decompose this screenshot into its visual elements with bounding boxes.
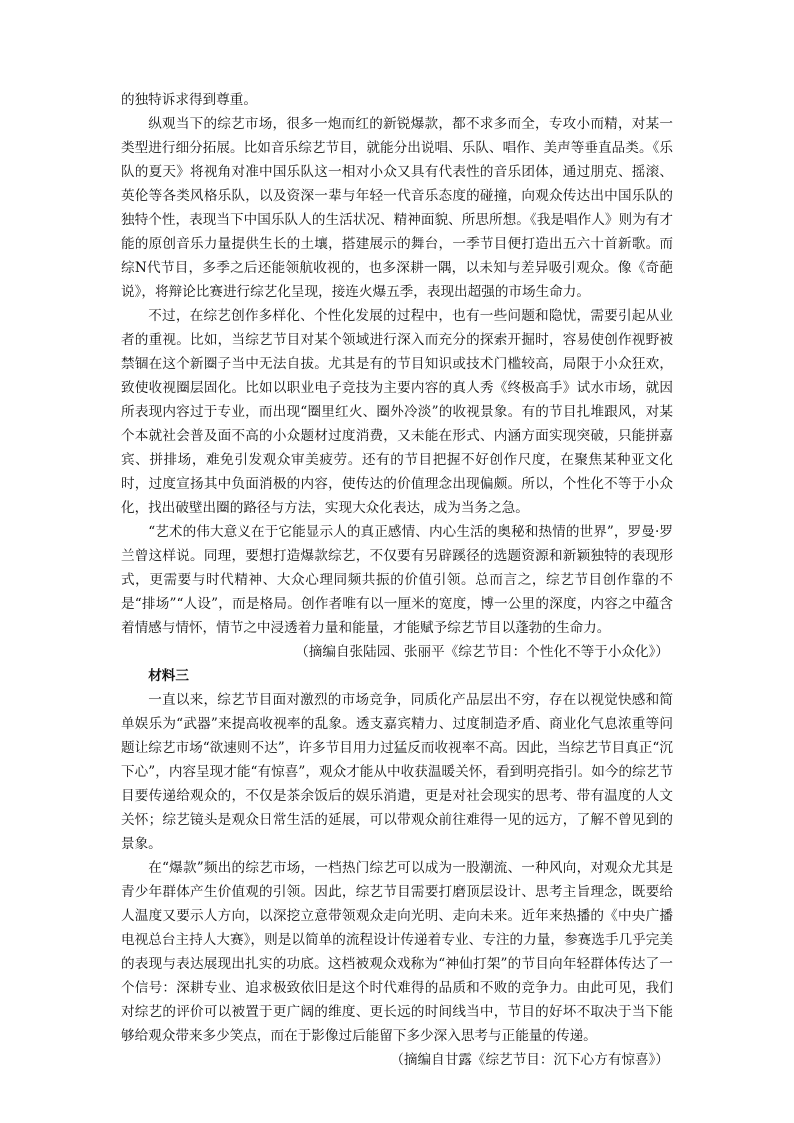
paragraph: 不过，在综艺创作多样化、个性化发展的过程中，也有一些问题和隐忧，需要引起从业者的重视。比如，当综艺节目对某个领域进行深入而充分的探索开掘时，容易使创作视野被禁锢在这个新圈子当中无法自拔。尤其是有的节目知识或技术门槛较高，局限于小众狂欢，致使收视圈层固化。比如以职业电子竞技为主要内容的真人秀《终极高手》试水市场，就因所表现内容过于专业，而出现“圈里红火、圈外冷淡”的收视景象。有的节目扎堆跟风，对某个本就社会普及面不高的小众题材过度消费，又未能在形式、内涵方面实现突破，只能拼嘉宾、拼排场，难免引发观众审美疲劳。还有的节目把握不好创作尺度，在聚焦某种亚文化时，过度宣扬其中负面消极的内容，使传达的价值理念出现偏颇。所以，个性化不等于小众化，找出破壁出圈的路径与方法，实现大众化表达，成为当务之急。 — [121, 308, 673, 516]
document-page — [121, 88, 673, 1072]
section-heading: 材料三 — [148, 668, 189, 684]
paragraph-continuation: 的独特诉求得到尊重。 — [121, 92, 257, 108]
source-citation: （摘编自甘露《综艺节目：沉下心方有惊喜》） — [390, 1052, 669, 1068]
paragraph: 纵观当下的综艺市场，很多一炮而红的新锐爆款，都不求多而全，专攻小而精，对某一类型进行细分拓展。比如音乐综艺节目，就能分出说唱、乐队、唱作、美声等垂直品类。《乐队的夏天》将视角对准中国乐队这一相对小众又具有代表性的音乐团体，通过朋克、摇滚、英伦等各类风格乐队，以及资深一辈与年轻一代音乐态度的碰撞，向观众传达出中国乐队的独特个性，表现当下中国乐队人的生活状况、精神面貌、所思所想。《我是唱作人》则为有才能的原创音乐力量提供生长的土壤，搭建展示的舞台，一季节目便打造出五六十首新歌。而综N代节目，多季之后还能领航收视的，也多深耕一隅，以未知与差异吸引观众。像《奇葩说》，将辩论比赛进行综艺化呈现，接连火爆五季，表现出超强的市场生命力。 — [121, 116, 673, 300]
source-citation: （摘编自张陆园、张丽平《综艺节目：个性化不等于小众化》） — [295, 644, 669, 660]
paragraph: 一直以来，综艺节目面对激烈的市场竞争，同质化产品层出不穷，存在以视觉快感和简单娱乐为“武器”来提高收视率的乱象。透支嘉宾精力、过度制造矛盾、商业化气息浓重等问题让综艺市场“欲速则不达”，许多节目用力过猛反而收视率不高。因此，当综艺节目真正“沉下心”，内容呈现才能“有惊喜”，观众才能从中收获温暖关怀，看到明亮指引。如今的综艺节目要传递给观众的，不仅是茶余饭后的娱乐消遣，更是对社会现实的思考、带有温度的人文关怀；综艺镜头是观众日常生活的延展，可以带观众前往难得一见的远方，了解不曾见到的景象。 — [121, 692, 673, 852]
paragraph: “艺术的伟大意义在于它能显示人的真正感情、内心生活的奥秘和热情的世界”，罗曼·罗兰曾这样说。同理，要想打造爆款综艺，不仅要有另辟蹊径的选题资源和新颖独特的表现形式，更需要与时代精神、大众心理同频共振的价值引领。总而言之，综艺节目创作靠的不是“排场”“人设”，而是格局。创作者唯有以一厘米的宽度，博一公里的深度，内容之中蕴含着情感与情怀，情节之中浸透着力量和能量，才能赋予综艺节目以蓬勃的生命力。 — [121, 524, 673, 636]
paragraph: 在“爆款”频出的综艺市场，一档热门综艺可以成为一股潮流、一种风向，对观众尤其是青少年群体产生价值观的引领。因此，综艺节目需要打磨顶层设计、思考主旨理念，既要给人温度又要示人方向，以深挖立意带领观众走向光明、走向未来。近年来热播的《中央广播电视总台主持人大赛》，则是以简单的流程设计传递着专业、专注的力量，参赛选手几乎完美的表现与表达展现出扎实的功底。这档被观众戏称为“神仙打架”的节目向年轻群体传达了一个信号：深耕专业、追求极致依旧是这个时代难得的品质和不败的竞争力。由此可见，我们对综艺的评价可以被置于更广阔的维度、更长远的时间线当中，节目的好坏不取决于当下能够给观众带来多少笑点，而在于影像过后能留下多少深入思考与正能量的传递。 — [121, 860, 673, 1044]
